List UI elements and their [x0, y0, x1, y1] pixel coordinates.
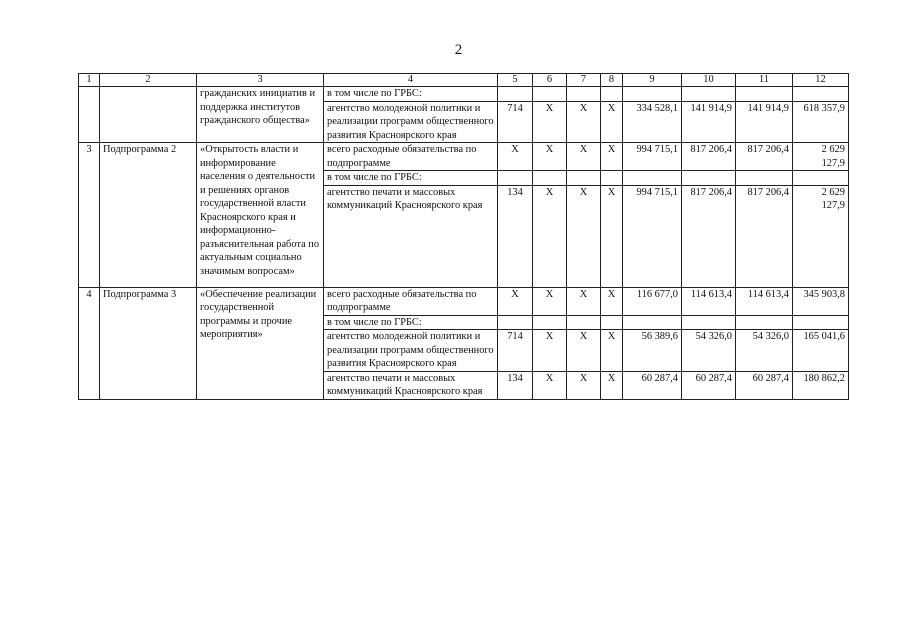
program-name-cell: «Открытость власти и информирование населения о деятельности и решениях органов государственной власти Красноярского края и информационно-разъяснительная работа по актуальным социально значимым вопросам» — [197, 143, 324, 288]
row-number-cell: 3 — [79, 143, 100, 288]
amount-cell: 345 903,8 — [793, 287, 849, 315]
header-cell: 4 — [324, 74, 498, 87]
table-row — [79, 143, 849, 171]
value-cell: X — [533, 287, 567, 315]
amount-cell: 817 206,4 — [682, 185, 736, 287]
amount-cell: 60 287,4 — [736, 371, 793, 399]
amount-cell: 60 287,4 — [682, 371, 736, 399]
value-cell: X — [567, 287, 601, 315]
header-cell: 6 — [533, 74, 567, 87]
value-cell: X — [567, 371, 601, 399]
header-cell: 1 — [79, 74, 100, 87]
row-number-cell — [79, 87, 100, 143]
value-cell: X — [567, 101, 601, 143]
amount-cell: 54 326,0 — [682, 330, 736, 372]
amount-cell: 60 287,4 — [623, 371, 682, 399]
expense-description: в том числе по ГРБС: — [324, 171, 498, 186]
amount-cell: 141 914,9 — [736, 101, 793, 143]
expense-description: в том числе по ГРБС: — [324, 87, 498, 102]
program-type-cell: Подпрограмма 2 — [100, 143, 197, 288]
grbs-code: 134 — [498, 185, 533, 287]
amount-cell: 116 677,0 — [623, 287, 682, 315]
amount-cell: 817 206,4 — [736, 143, 793, 171]
header-cell: 8 — [601, 74, 623, 87]
row-number-cell: 4 — [79, 287, 100, 399]
value-cell: X — [567, 185, 601, 287]
value-cell: X — [533, 101, 567, 143]
amount-cell: 114 613,4 — [682, 287, 736, 315]
page-number: 2 — [454, 42, 463, 58]
value-cell: X — [601, 143, 623, 171]
value-cell: X — [601, 371, 623, 399]
amount-cell: 141 914,9 — [682, 101, 736, 143]
program-name-cell: гражданских инициатив и поддержка институтов гражданского общества» — [197, 87, 324, 143]
program-type-cell: Подпрограмма 3 — [100, 287, 197, 399]
expense-description: всего расходные обязательства по подпрограмме — [324, 143, 498, 171]
expense-description: агентство печати и массовых коммуникаций Красноярского края — [324, 371, 498, 399]
expense-description: агентство молодежной политики и реализации программ общественного развития Красноярского края — [324, 101, 498, 143]
value-cell: X — [601, 101, 623, 143]
header-cell: 11 — [736, 74, 793, 87]
grbs-code: X — [498, 287, 533, 315]
amount-cell: 994 715,1 — [623, 185, 682, 287]
table-row — [79, 287, 849, 315]
value-cell: X — [533, 330, 567, 372]
amount-cell: 54 326,0 — [736, 330, 793, 372]
expense-description: агентство печати и массовых коммуникаций Красноярского края — [324, 185, 498, 287]
value-cell: X — [601, 185, 623, 287]
amount-cell: 165 041,6 — [793, 330, 849, 372]
table-row — [79, 87, 849, 102]
amount-cell: 618 357,9 — [793, 101, 849, 143]
value-cell: X — [533, 143, 567, 171]
header-cell: 3 — [197, 74, 324, 87]
amount-cell: 2 629 127,9 — [793, 143, 849, 171]
grbs-code: X — [498, 143, 533, 171]
header-cell: 12 — [793, 74, 849, 87]
grbs-code: 714 — [498, 101, 533, 143]
value-cell: X — [567, 330, 601, 372]
header-cell: 7 — [567, 74, 601, 87]
budget-table — [78, 73, 849, 400]
amount-cell: 114 613,4 — [736, 287, 793, 315]
grbs-code: 714 — [498, 330, 533, 372]
value-cell: X — [567, 143, 601, 171]
value-cell: X — [601, 287, 623, 315]
expense-description: в том числе по ГРБС: — [324, 315, 498, 330]
grbs-code: 134 — [498, 371, 533, 399]
program-name-cell: «Обеспечение реализации государственной программы и прочие мероприятия» — [197, 287, 324, 399]
amount-cell: 994 715,1 — [623, 143, 682, 171]
value-cell: X — [533, 371, 567, 399]
value-cell: X — [601, 330, 623, 372]
amount-cell: 817 206,4 — [736, 185, 793, 287]
expense-description: всего расходные обязательства по подпрограмме — [324, 287, 498, 315]
header-cell: 9 — [623, 74, 682, 87]
amount-cell: 180 862,2 — [793, 371, 849, 399]
expense-description: агентство молодежной политики и реализации программ общественного развития Красноярского края — [324, 330, 498, 372]
amount-cell: 56 389,6 — [623, 330, 682, 372]
header-row — [79, 74, 849, 87]
header-cell: 10 — [682, 74, 736, 87]
program-type-cell — [100, 87, 197, 143]
value-cell: X — [533, 185, 567, 287]
header-cell: 5 — [498, 74, 533, 87]
amount-cell: 2 629 127,9 — [793, 185, 849, 287]
amount-cell: 334 528,1 — [623, 101, 682, 143]
amount-cell: 817 206,4 — [682, 143, 736, 171]
header-cell: 2 — [100, 74, 197, 87]
